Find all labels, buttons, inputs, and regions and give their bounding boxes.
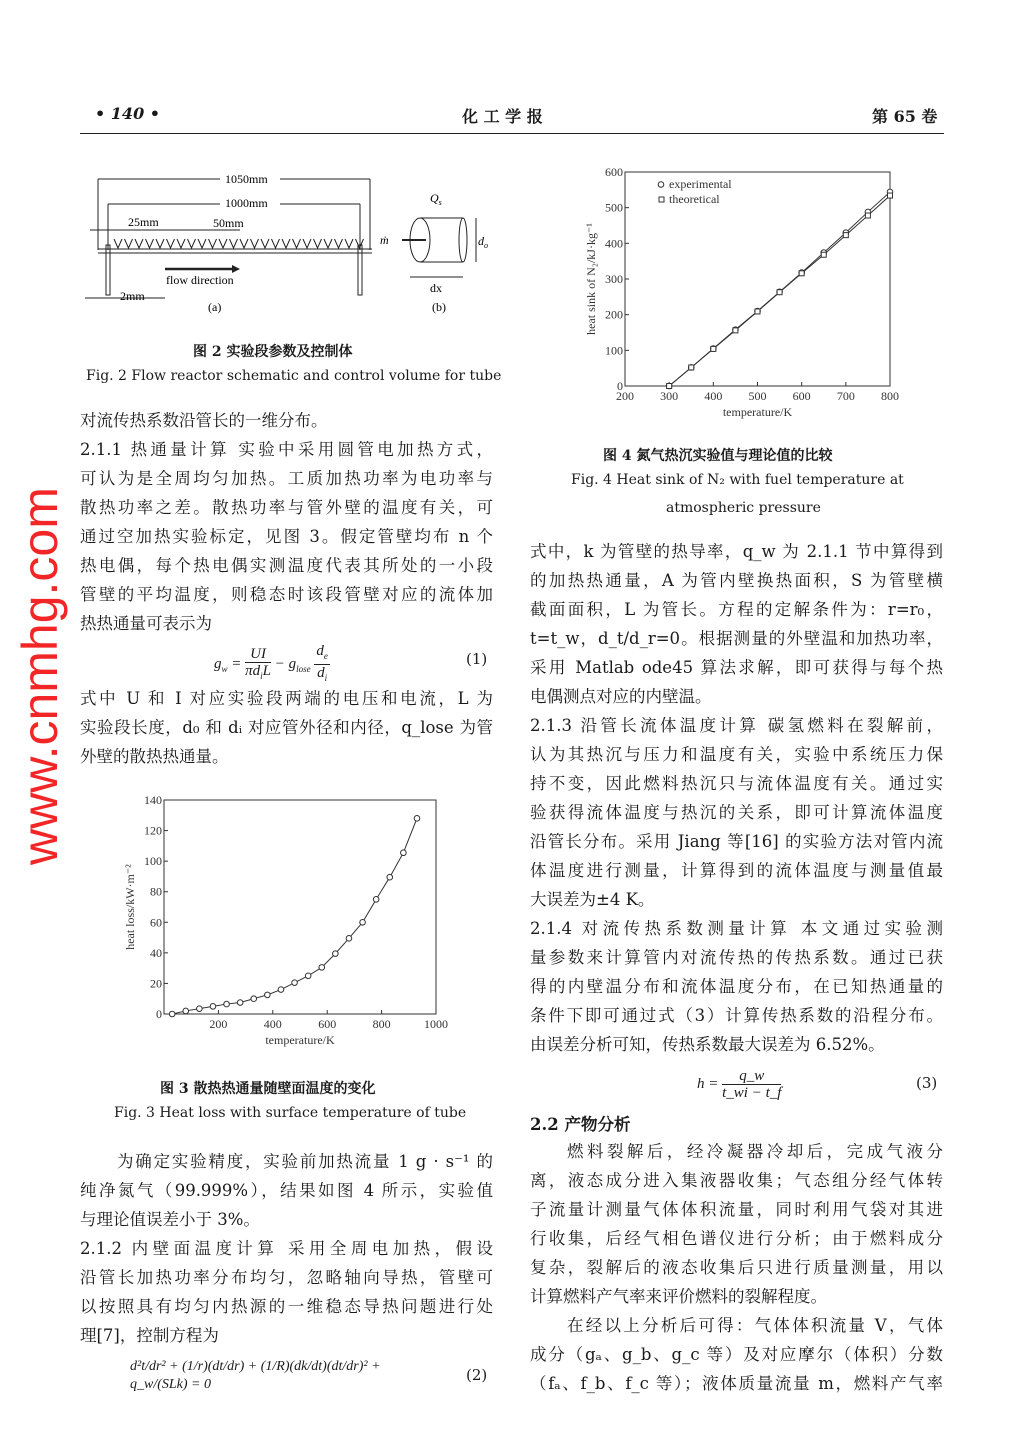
data-point-square	[888, 193, 893, 198]
fig2-caption-cn: 图 2 实验段参数及控制体	[193, 344, 353, 360]
right-paragraph-2	[530, 1137, 943, 1398]
thermocouple-mark	[335, 239, 343, 248]
text-line: 量参数来计算管内对流传热的传热系数。通过已获	[530, 948, 943, 967]
text-line: 持不变，因此燃料热沉只与流体温度有关。通过实	[530, 774, 943, 793]
thermocouple-mark	[293, 239, 301, 248]
y-tick-label: 600	[605, 165, 623, 179]
text-line: 采用 Matlab ode45 算法求解，即可获得与每个热	[530, 658, 943, 677]
x-tick-label: 400	[263, 1017, 282, 1031]
data-point-circle	[265, 992, 271, 998]
text-line: 理[7]，控制方程为	[80, 1326, 219, 1345]
flow-direction-label: flow direction	[166, 273, 234, 287]
thermocouple-mark	[240, 239, 248, 248]
label-a: (a)	[208, 300, 222, 314]
text-line: 在经以上分析后可得：气体体积流量 V，气体	[567, 1316, 943, 1335]
y-tick-label: 0	[617, 379, 623, 393]
legend-marker	[659, 197, 664, 202]
y-tick-label: 140	[144, 793, 162, 807]
thermocouple-mark	[198, 239, 206, 248]
fig4-caption-cn: 图 4 氮气热沉实验值与理论值的比较	[603, 448, 833, 464]
fig3-caption-en: Fig. 3 Heat loss with surface temperature of tube	[114, 1105, 467, 1121]
right-paragraph-1	[530, 537, 943, 1059]
data-point-square	[821, 252, 826, 257]
text-line: 可认为是全周均匀加热。工质加热功率为电功率与	[80, 469, 493, 488]
legend-label: experimental	[669, 177, 732, 191]
data-point-circle	[169, 1011, 175, 1017]
y-tick-label: 80	[150, 884, 162, 899]
equation-1-number: (1)	[466, 650, 488, 668]
thermocouple-mark	[146, 239, 154, 248]
thermocouple-mark	[345, 239, 353, 248]
text-line: 子流量计测量气体体积流量，同时利用气袋对其进	[530, 1200, 943, 1219]
y-tick-label: 400	[605, 236, 623, 251]
left-paragraph-3	[80, 1147, 493, 1350]
data-point-circle	[414, 816, 420, 822]
thermocouple-mark	[167, 239, 175, 248]
text-line: 由误差分析可知，传热系数最大误差为 6.52%。	[530, 1035, 885, 1054]
data-point-square	[777, 290, 782, 295]
data-point-square	[865, 213, 870, 218]
figure-4-chart	[560, 160, 920, 430]
data-point-circle	[333, 951, 339, 957]
x-tick-label: 800	[881, 389, 899, 403]
text-line: 2.1.2 内壁面温度计算 采用全周电加热，假设	[80, 1239, 493, 1258]
text-line: 纯净氮气（99.999%），结果如图 4 所示，实验值	[80, 1181, 493, 1200]
y-tick-label: 500	[605, 200, 623, 215]
text-line: 离，液态成分进入集液器收集；气态组分经气体转	[530, 1171, 943, 1190]
x-axis-label: temperature/K	[265, 1033, 335, 1047]
page-number: • 140 •	[95, 104, 160, 123]
y-tick-label: 200	[605, 307, 623, 322]
text-line: 截面面积，L 为管长。方程的定解条件为：r=r₀，	[530, 600, 943, 619]
text-line: 通过空加热实验标定，见图 3。假定管壁均布 n 个	[80, 527, 493, 546]
text-line: 热热通量可表示为	[80, 614, 212, 633]
y-axis-label: heat sink of N₂/kJ·kg⁻¹	[584, 223, 598, 335]
data-point-circle	[278, 987, 284, 993]
data-point-square	[689, 365, 694, 370]
fig4-caption-en-2: atmospheric pressure	[666, 500, 821, 516]
data-point-circle	[305, 973, 311, 979]
data-point-square	[755, 309, 760, 314]
text-line: 验获得流体温度与热沉的关系，即可计算流体温度	[530, 803, 943, 822]
data-point-square	[733, 328, 738, 333]
data-point-circle	[360, 919, 366, 925]
x-tick-label: 300	[660, 389, 679, 403]
text-line: 2.1.4 对流传热系数测量计算 本文通过实验测	[530, 919, 943, 938]
text-line: 散热功率之差。散热功率与管外壁的温度有关，可	[80, 498, 493, 517]
equation-2: d²t/dr² + (1/r)(dt/dr) + (1/R)(dk/dt)(dt/dr)² + q_w/(SLk) = 0	[130, 1359, 381, 1392]
thermocouple-mark	[303, 239, 311, 248]
figure-3-chart	[110, 790, 470, 1060]
legend-marker	[658, 182, 664, 188]
figure-2-schematic	[80, 160, 500, 320]
data-point-circle	[387, 874, 393, 880]
fig2-caption-en: Fig. 2 Flow reactor schematic and control volume for tube	[86, 368, 502, 384]
y-tick-label: 0	[156, 1007, 162, 1021]
thermocouple-mark	[188, 239, 196, 248]
equation-1: $g_w$ = $\frac{UI}{\pi d_iL}$ − $g_{lose}$ $\frac{d_e}{d_i}$	[214, 643, 328, 683]
x-tick-label: 600	[318, 1017, 337, 1031]
fig4-caption-en-1: Fig. 4 Heat sink of N₂ with fuel temperature at	[571, 472, 904, 488]
text-line: 计算燃料产气率来评价燃料的裂解程度。	[530, 1287, 827, 1306]
thermocouple-mark	[219, 239, 227, 248]
data-point-circle	[224, 1001, 230, 1007]
data-point-square	[711, 346, 716, 351]
text-line: 热电偶，每个热电偶实测温度代表其所处的一小段	[80, 556, 493, 575]
text-line: 的加热热通量，A 为管内壁换热面积，S 为管壁横	[530, 571, 943, 590]
text-line: 2.1.3 沿管长流体温度计算 碳氢燃料在裂解前，	[530, 716, 943, 735]
thermocouple-mark	[261, 239, 269, 248]
x-tick-label: 1000	[424, 1017, 448, 1031]
dim-2: 2mm	[120, 289, 145, 303]
plot-frame	[625, 172, 890, 386]
y-tick-label: 40	[150, 945, 162, 960]
data-point-circle	[210, 1004, 216, 1010]
text-line: 得的内壁温分布和流体温度分布，在已知热通量的	[530, 977, 943, 996]
equation-3: h = $\frac{q\_w}{t\_wi - t\_f}$	[697, 1068, 782, 1101]
thermocouple-mark	[272, 239, 280, 248]
thermocouple-mark	[135, 239, 143, 248]
x-tick-label: 800	[372, 1017, 391, 1031]
data-point-circle	[319, 965, 325, 971]
fig3-caption-cn: 图 3 散热热通量随壁面温度的变化	[160, 1081, 376, 1097]
data-point-circle	[183, 1008, 189, 1014]
data-point-circle	[401, 850, 407, 856]
dim-25: 25mm	[128, 215, 159, 229]
thermocouple-mark	[156, 239, 164, 248]
text-line: 认为其热沉与压力和温度有关，实验中系统压力保	[530, 745, 943, 764]
thermocouple-mark	[314, 239, 322, 248]
left-paragraph-1	[80, 406, 493, 638]
data-point-circle	[346, 936, 352, 942]
data-point-circle	[292, 980, 298, 986]
header-rule	[80, 133, 944, 134]
data-point-square	[843, 233, 848, 238]
legend-label: theoretical	[669, 192, 720, 206]
text-line: （fₐ、f_b、f_c 等）；液体质量流量 m，燃料产气率	[530, 1374, 943, 1393]
text-line: 电偶测点对应的内壁温。	[530, 687, 712, 706]
text-line: 式中，k 为管壁的热导率，q_w 为 2.1.1 节中算得到	[530, 542, 943, 561]
data-point-circle	[237, 1000, 243, 1006]
data-point-circle	[373, 897, 379, 903]
x-tick-label: 200	[209, 1017, 228, 1031]
text-line: t=t_w，d_t/d_r=0。根据测量的外壁温和加热功率，	[530, 629, 943, 648]
equation-3-number: (3)	[916, 1074, 938, 1092]
text-line: 式中 U 和 I 对应实验段两端的电压和电流，L 为	[80, 689, 493, 708]
y-tick-label: 100	[605, 343, 623, 358]
text-line: 管壁的平均温度，则稳态时该段管壁对应的流体加	[80, 585, 493, 604]
thermocouple-mark	[282, 239, 290, 248]
section-heading-2-2: 2.2 产物分析	[530, 1115, 631, 1134]
text-line: 沿管长分布。采用 Jiang 等[16] 的实验方法对管内流	[530, 832, 943, 851]
dx-label: dx	[430, 281, 442, 295]
x-tick-label: 600	[792, 389, 811, 403]
thermocouple-mark	[324, 239, 332, 248]
thermocouple-mark	[177, 239, 185, 248]
text-line: 体温度进行测量，计算得到的流体温度与测量值最	[530, 861, 943, 880]
text-line: 外壁的散热热通量。	[80, 747, 229, 766]
text-line: 沿管长加热功率分布均匀，忽略轴向导热，管壁可	[80, 1268, 493, 1287]
text-line: 成分（gₐ、g_b、g_c 等）及对应摩尔（体积）分数	[530, 1345, 943, 1364]
x-axis-label: temperature/K	[722, 405, 793, 419]
text-line: 与理论值误差小于 3%。	[80, 1210, 260, 1229]
text-line: 以按照具有均匀内热源的一维稳态导热问题进行处	[80, 1297, 493, 1316]
thermocouple-mark	[209, 239, 217, 248]
x-tick-label: 200	[616, 389, 634, 403]
y-tick-label: 20	[150, 976, 162, 991]
data-point-square	[799, 271, 804, 276]
watermark: www.cnmhg.com	[12, 487, 68, 865]
journal-title: 化 工 学 报	[462, 107, 543, 126]
text-line: 对流传热系数沿管长的一维分布。	[80, 411, 328, 430]
data-point-circle	[197, 1006, 203, 1012]
thermocouple-mark	[251, 239, 259, 248]
volume-label: 第 65 卷	[872, 107, 938, 126]
text-line: 2.1.1 热通量计算 实验中采用圆管电加热方式，	[80, 440, 493, 459]
text-line: 条件下即可通过式（3）计算传热系数的沿程分布。	[530, 1006, 943, 1025]
dim-1000: 1000mm	[225, 196, 268, 210]
m-label: ṁ	[380, 233, 389, 247]
x-tick-label: 400	[704, 389, 723, 403]
dim-50: 50mm	[213, 216, 244, 230]
text-line: 为确定实验精度，实验前加热流量 1 g · s⁻¹ 的	[117, 1152, 493, 1171]
text-line: 燃料裂解后，经冷凝器冷却后，完成气液分	[567, 1142, 943, 1161]
y-tick-label: 60	[150, 915, 162, 930]
data-point-circle	[251, 996, 257, 1002]
text-line: 实验段长度，d₀ 和 dᵢ 对应管外径和内径，q_lose 为管	[80, 718, 493, 737]
y-tick-label: 100	[144, 854, 162, 869]
thermocouple-mark	[125, 239, 133, 248]
dim-1050: 1050mm	[225, 172, 268, 186]
left-paragraph-2	[80, 684, 493, 771]
x-tick-label: 700	[836, 389, 855, 403]
y-axis-label: heat loss/kW·m⁻²	[123, 864, 137, 950]
text-line: 复杂，裂解后的液态收集后只进行质量测量，用以	[530, 1258, 943, 1277]
equation-2-number: (2)	[466, 1366, 488, 1384]
x-tick-label: 500	[748, 389, 767, 403]
text-line: 大误差为±4 K。	[530, 890, 655, 909]
thermocouple-mark	[230, 239, 238, 248]
thermocouple-mark	[114, 239, 122, 248]
text-line: 行收集，后经气相色谱仪进行分析；由于燃料成分	[530, 1229, 943, 1248]
label-b: (b)	[432, 300, 446, 314]
y-tick-label: 300	[605, 272, 623, 286]
d-label: $d_o$	[478, 234, 488, 250]
q-label: $Q_s$	[430, 191, 442, 207]
plot-frame	[164, 800, 436, 1014]
y-tick-label: 120	[144, 823, 162, 838]
data-point-square	[667, 384, 672, 389]
